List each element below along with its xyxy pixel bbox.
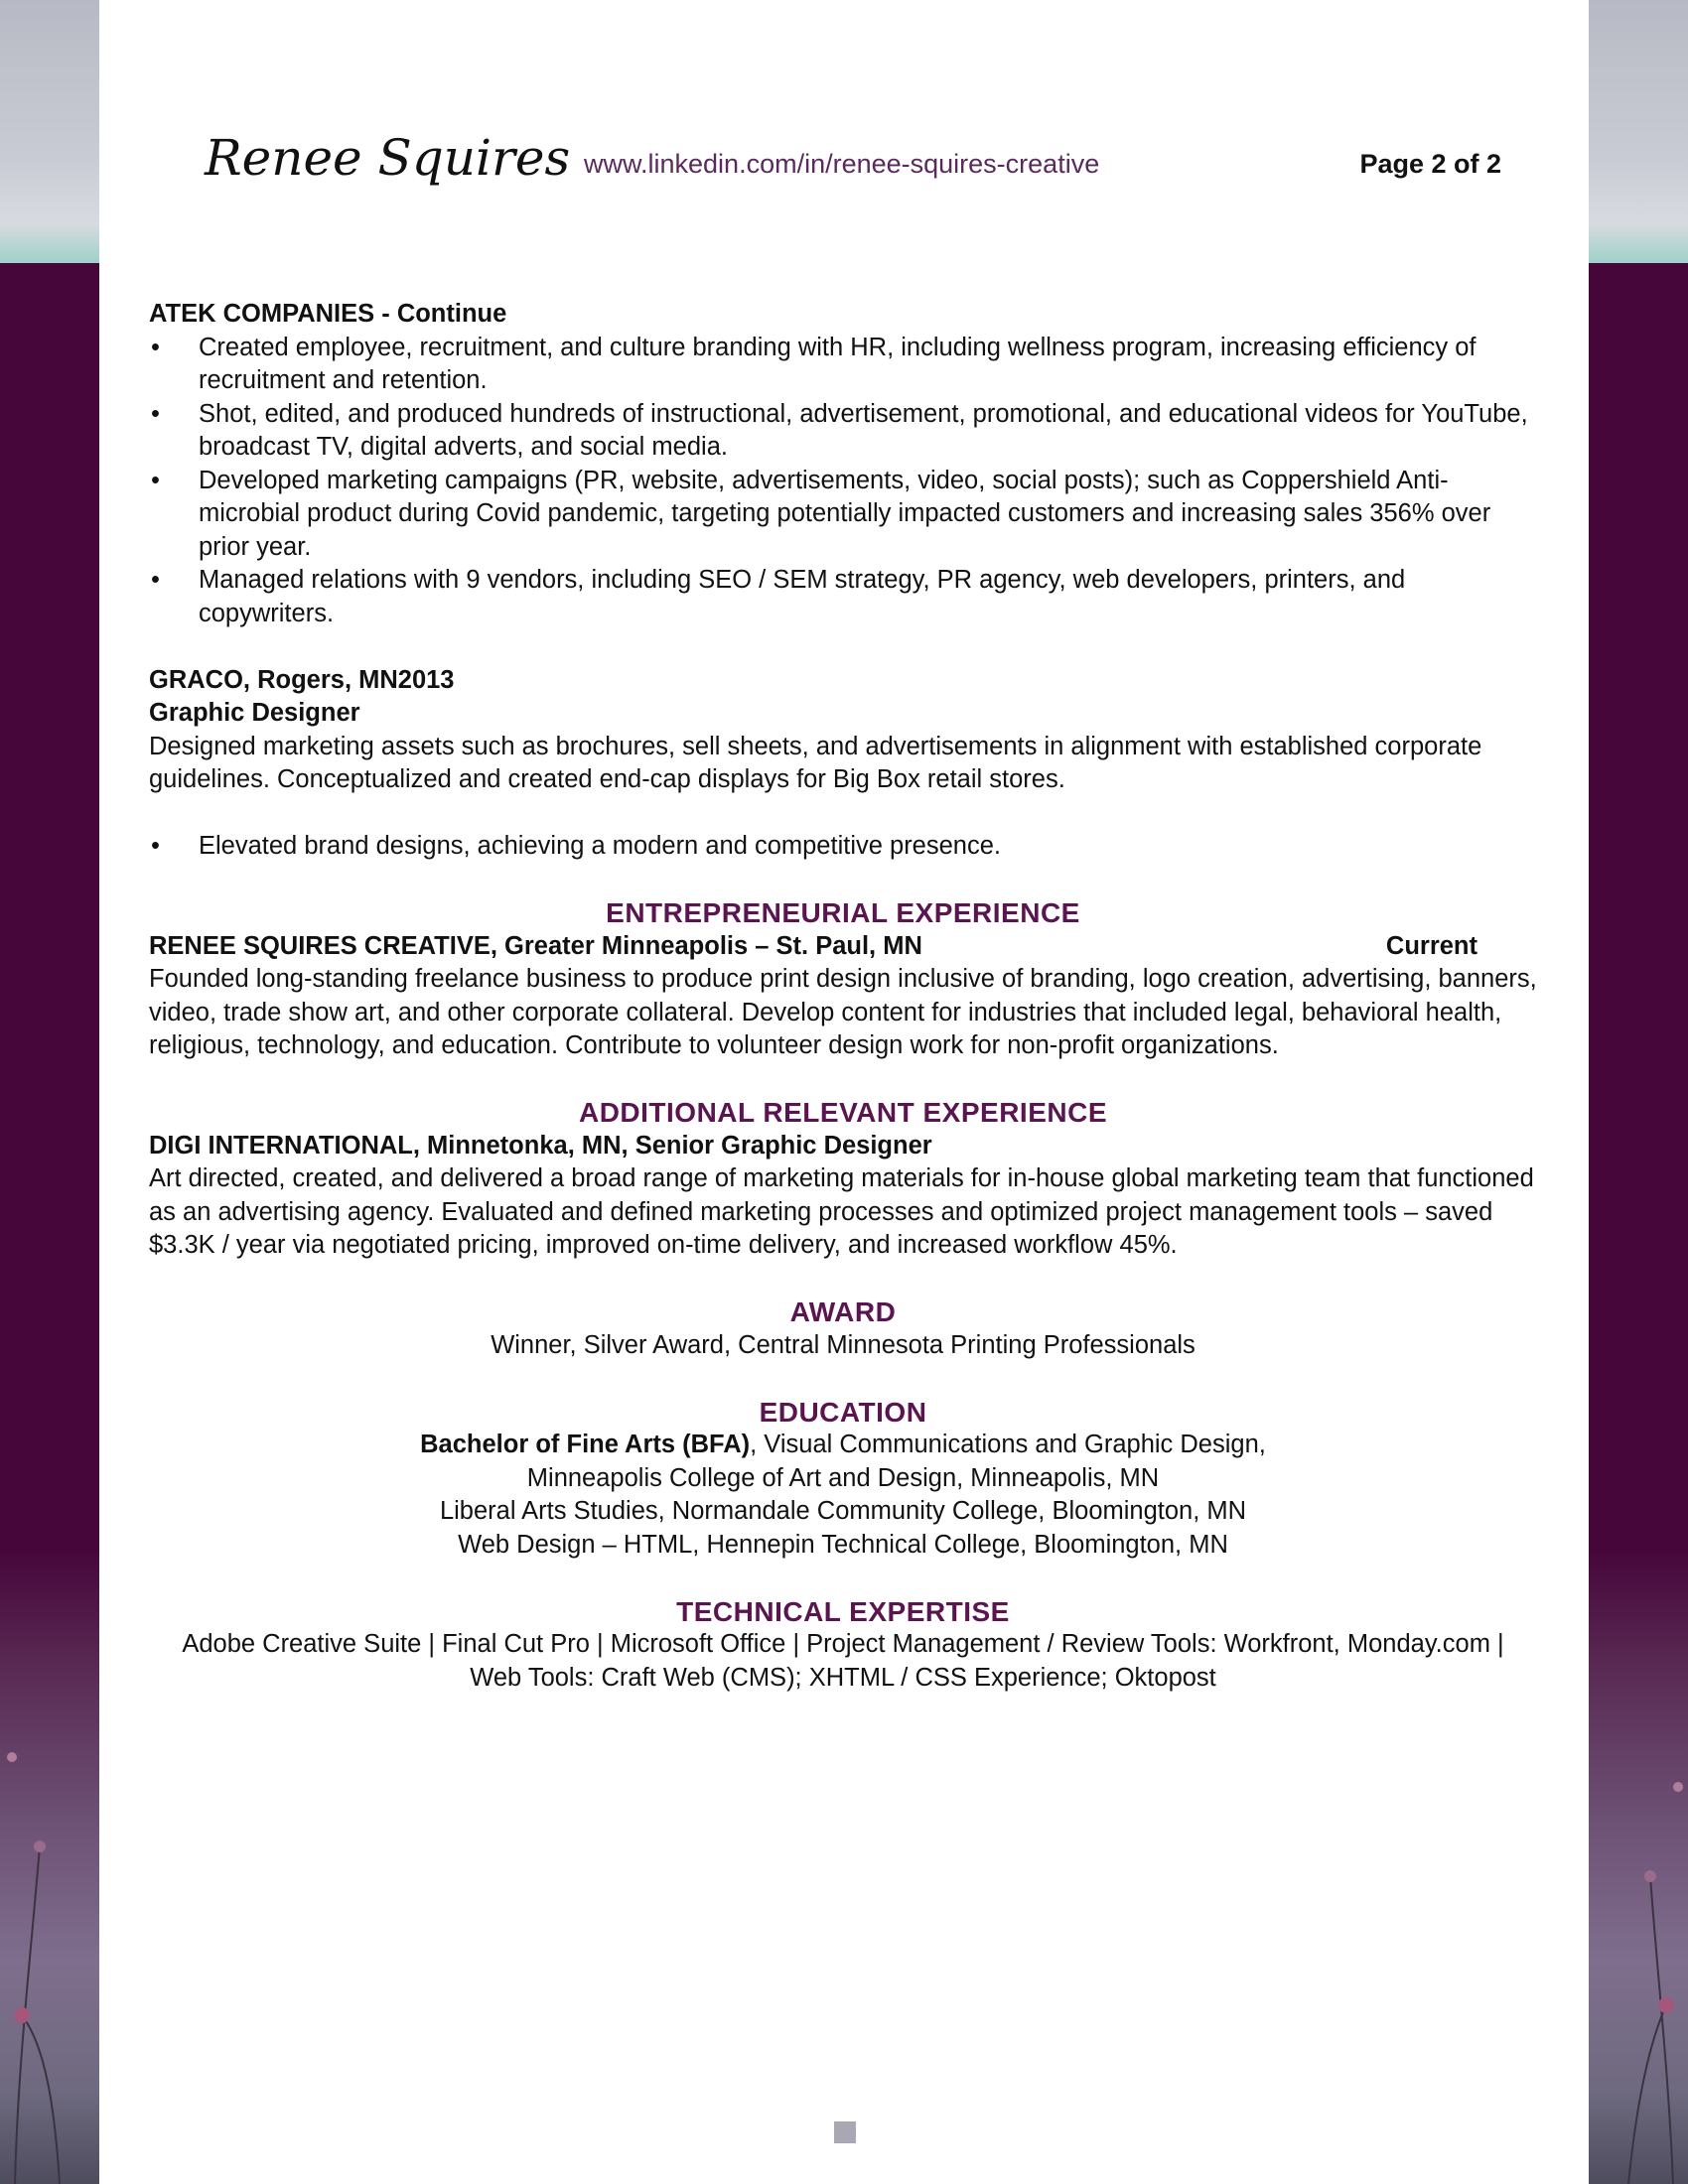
technical-line: Web Tools: Craft Web (CMS); XHTML / CSS Experience; Oktopost [470, 1663, 1216, 1692]
side-band-top-right [1589, 0, 1688, 263]
atek-bullets [149, 332, 1537, 631]
footer-marker [834, 2121, 856, 2143]
education-degree: Bachelor of Fine Arts (BFA), Visual Communications and Graphic Design, [420, 1431, 1266, 1458]
graco-description: Designed marketing assets such as brochures, sell sheets, and advertisements in alignment with established corporate guidelines. Conceptualized and created end-cap displays for Big Box retail stores. [149, 732, 1482, 793]
graco-title: Graphic Designer [149, 699, 360, 727]
technical-title: TECHNICAL EXPERTISE [676, 1595, 1010, 1627]
linkedin-link[interactable]: www.linkedin.com/in/renee-squires-creative [584, 149, 1100, 179]
additional-title: ADDITIONAL RELEVANT EXPERIENCE [578, 1097, 1107, 1128]
list-item: • Elevated brand designs, achieving a modern and competitive presence. [149, 830, 1537, 864]
signature-logo [201, 119, 571, 218]
side-band-purple-left [0, 303, 99, 1593]
side-band-purple-right [1589, 303, 1688, 1593]
list-item: • Managed relations with 9 vendors, including SEO / SEM strategy, PR agency, web developers, printers, and copywriters. [149, 564, 1537, 630]
education-title: EDUCATION [759, 1396, 927, 1428]
additional-company: DIGI INTERNATIONAL, Minnetonka, MN, Senior Graphic Designer [149, 1131, 932, 1160]
page-header [99, 119, 1589, 218]
entrepreneurial-description: Founded long-standing freelance business to produce print design inclusive of branding, logo creation, advertising, banners, video, trade show art, and other corporate collateral. Develop content for industries that included legal, behavioral health, religious, technology, and education. Contribute to volunteer design work for non-profit organizations. [149, 965, 1537, 1059]
technical-line: Adobe Creative Suite | Final Cut Pro | Microsoft Office | Project Management / Review Tools: Workfront, Monday.com | [182, 1630, 1504, 1658]
list-item: • Shot, edited, and produced hundreds of instructional, advertisement, promotional, and educational videos for YouTube, broadcast TV, digital adverts, and social media. [149, 398, 1537, 465]
list-item: • Developed marketing campaigns (PR, website, advertisements, video, social posts); such as Coppershield Anti-microbial product during Covid pandemic, targeting potentially impacted customers and increasing sales 356% over prior year. [149, 465, 1537, 565]
entrepreneurial-company-row [149, 930, 1537, 964]
atek-company: ATEK COMPANIES [149, 300, 375, 328]
svg-text:Renee Squires: Renee Squires [205, 129, 571, 187]
award-text: Winner, Silver Award, Central Minnesota Printing Professionals [491, 1330, 1196, 1359]
entrepreneurial-company: RENEE SQUIRES CREATIVE, Greater Minneapolis – St. Paul, MN [149, 931, 922, 960]
education-line: Liberal Arts Studies, Normandale Community College, Bloomington, MN [439, 1497, 1247, 1525]
additional-description: Art directed, created, and delivered a broad range of marketing materials for in-house global marketing team that functioned as an advertising agency. Evaluated and defined marketing processes and optimized project management tools – saved $3.3K / year via negotiated pricing, improved on-time delivery, and increased workflow 45%. [149, 1164, 1534, 1259]
education-line: Web Design – HTML, Hennepin Technical College, Bloomington, MN [458, 1530, 1228, 1559]
side-band-top-left [0, 0, 99, 263]
flower-decoration-right [1589, 1549, 1688, 2184]
resume-page [99, 0, 1589, 2184]
graco-heading: GRACO, Rogers, MN2013 [149, 665, 455, 694]
entrepreneurial-date: Current [1385, 931, 1477, 960]
award-title: AWARD [789, 1297, 897, 1327]
entrepreneurial-title: ENTREPRENEURIAL EXPERIENCE [606, 897, 1080, 928]
resume-content [149, 298, 1537, 1695]
atek-continue: - Continue [374, 300, 507, 328]
graco-bullets [149, 830, 1537, 864]
education-line: Minneapolis College of Art and Design, Minneapolis, MN [526, 1463, 1160, 1492]
list-item: • Created employee, recruitment, and culture branding with HR, including wellness program, increasing efficiency of recruitment and retention. [149, 332, 1537, 398]
page-number: Page 2 of 2 [1359, 149, 1501, 179]
atek-heading [149, 298, 1537, 332]
flower-decoration-left [0, 1549, 99, 2184]
